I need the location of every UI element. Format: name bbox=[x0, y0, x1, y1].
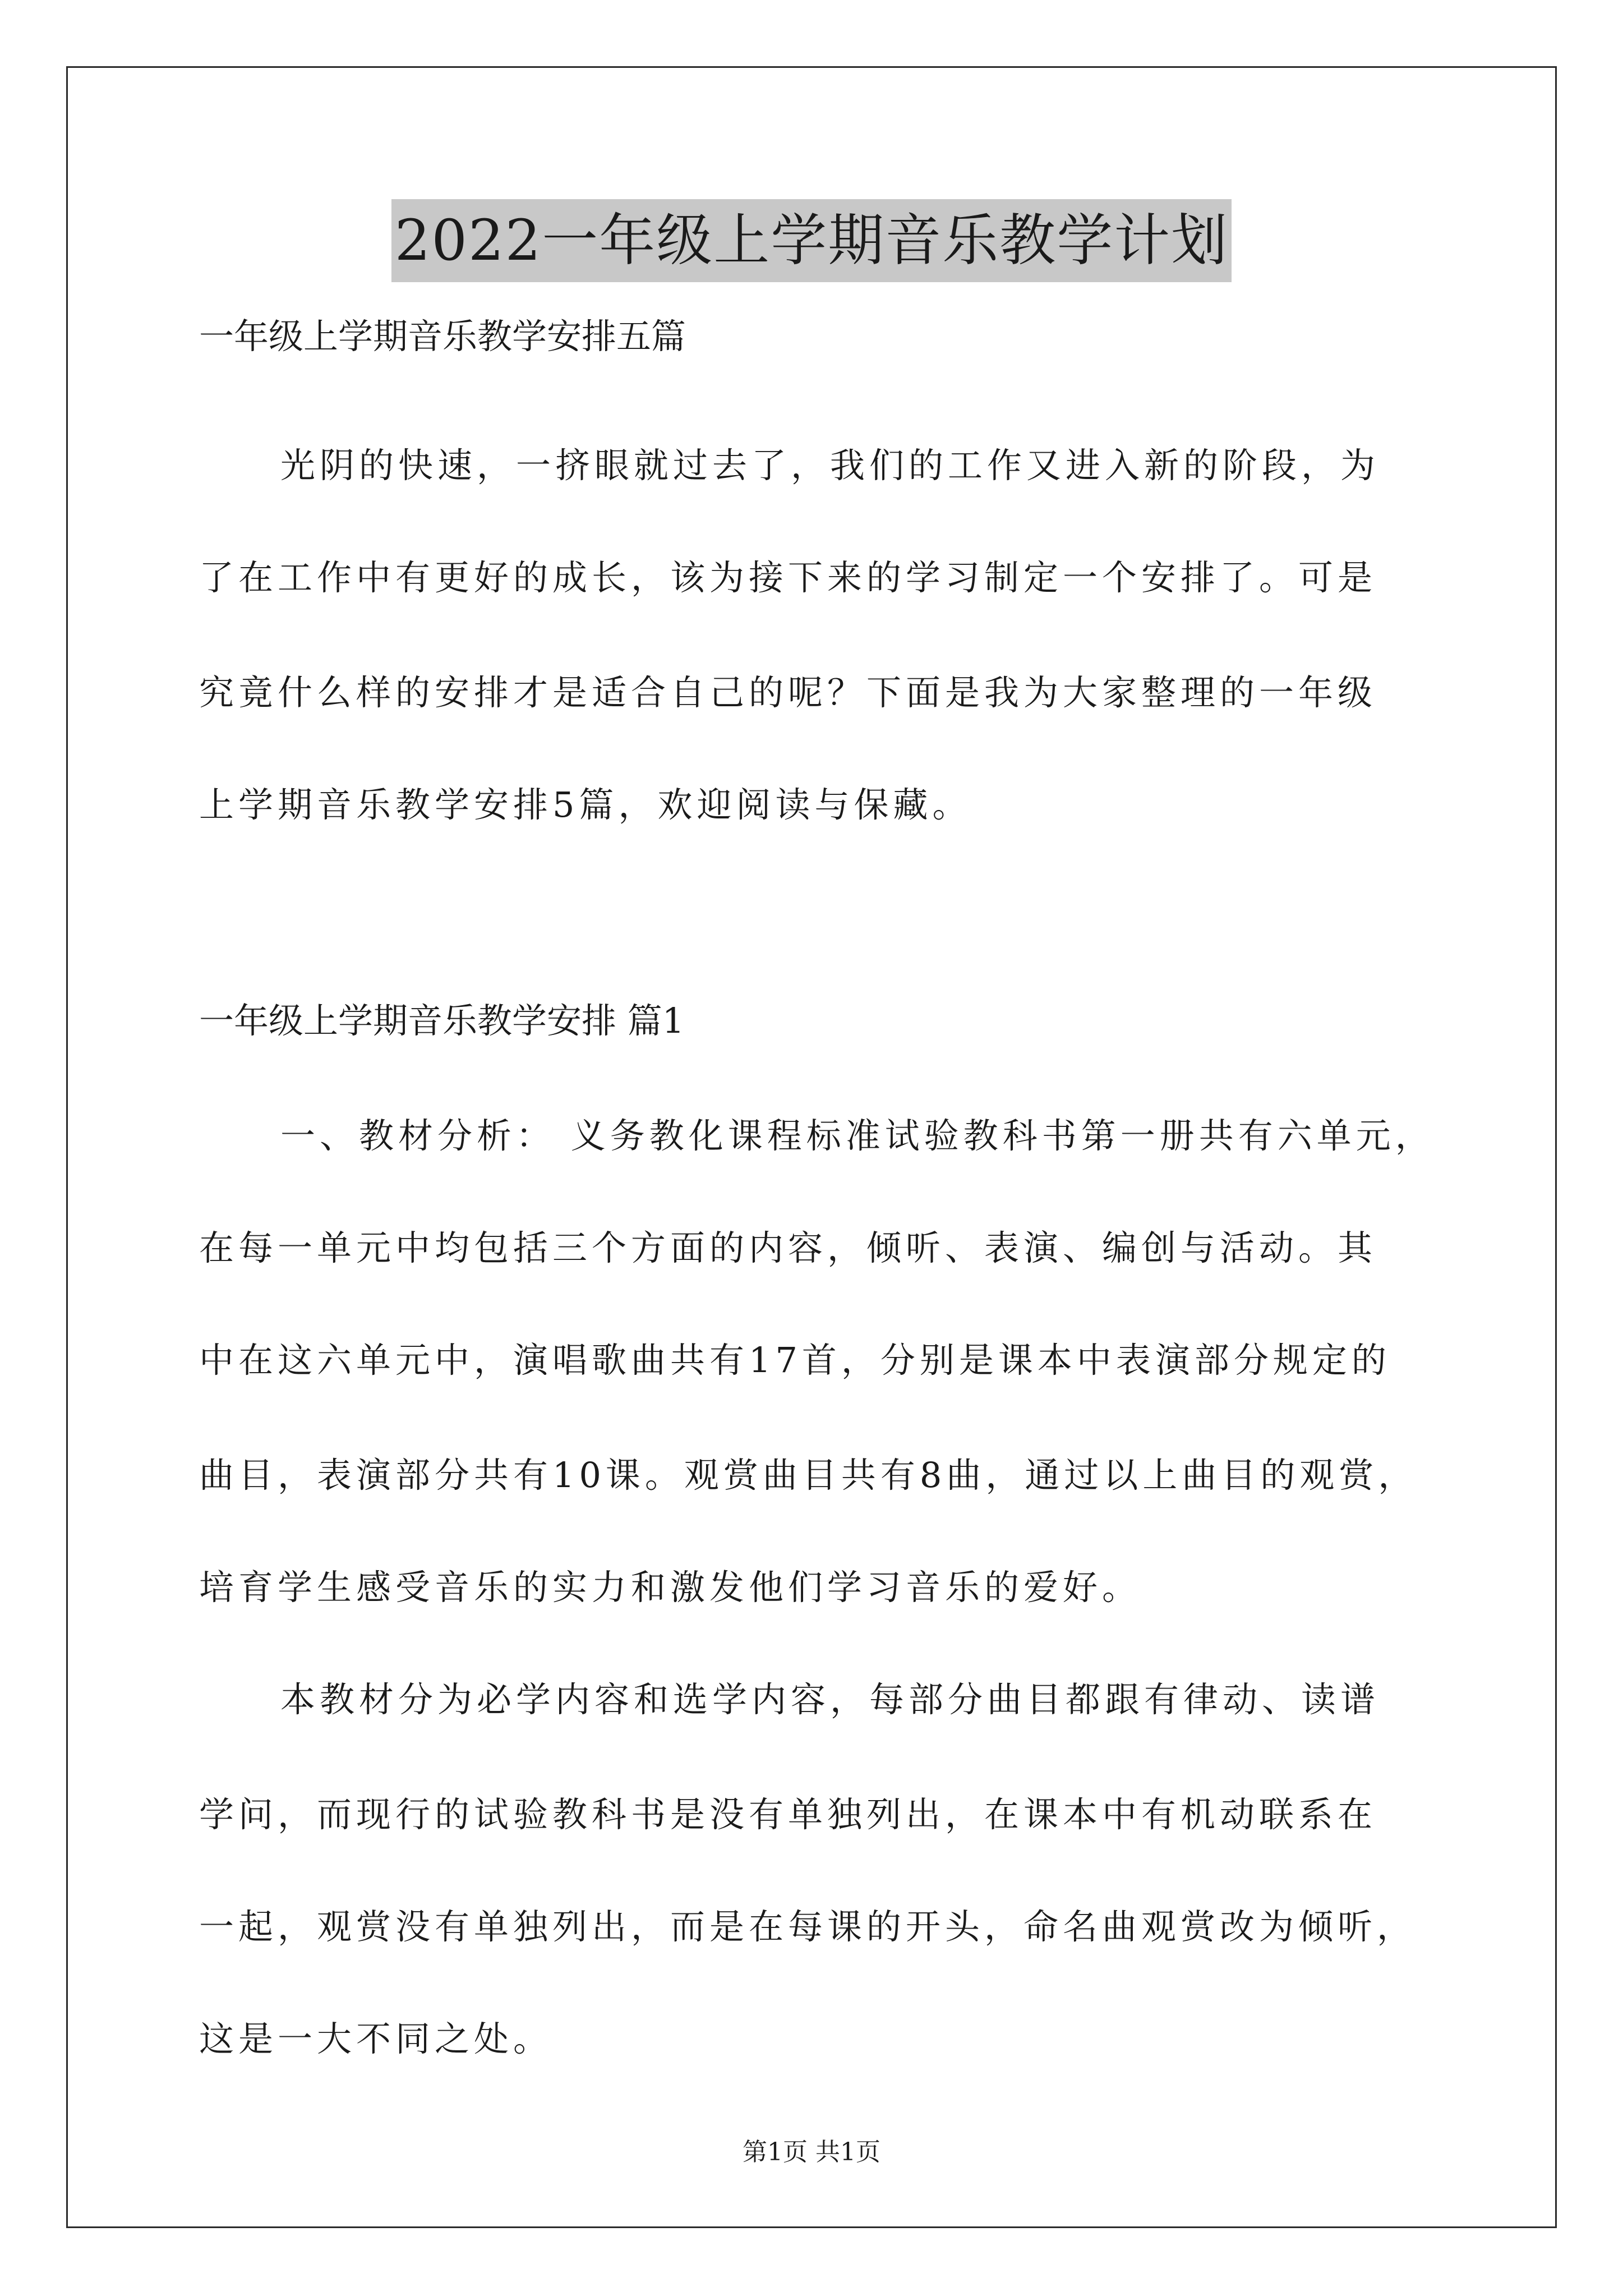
intro-line: 光阴的快速，一挤眼就过去了，我们的工作又进入新的阶段，为 bbox=[280, 445, 1380, 486]
page-footer: 第1页 共1页 bbox=[743, 2138, 880, 2166]
title-container bbox=[0, 199, 1623, 282]
paragraph-line: 这是一大不同之处。 bbox=[199, 2018, 553, 2059]
intro-line: 上学期音乐教学安排5篇，欢迎阅读与保藏。 bbox=[199, 784, 972, 825]
paragraph-line: 中在这六单元中，演唱歌曲共有17首，分别是课本中表演部分规定的 bbox=[199, 1340, 1391, 1381]
intro-line: 究竟什么样的安排才是适合自己的呢？下面是我为大家整理的一年级 bbox=[199, 672, 1377, 713]
paragraph-line: 本教材分为必学内容和选学内容，每部分曲目都跟有律动、读谱 bbox=[280, 1679, 1380, 1720]
intro-line: 了在工作中有更好的成长，该为接下来的学习制定一个安排了。可是 bbox=[199, 557, 1377, 598]
paragraph-line: 学问，而现行的试验教科书是没有单独列出，在课本中有机动联系在 bbox=[199, 1794, 1377, 1835]
paragraph-line: 在每一单元中均包括三个方面的内容，倾听、表演、编创与活动。其 bbox=[199, 1227, 1377, 1268]
paragraph-line: 一、教材分析： 义务教化课程标准试验教科书第一册共有六单元， bbox=[280, 1115, 1435, 1156]
section-heading: 一年级上学期音乐教学安排 篇1 bbox=[199, 1000, 685, 1041]
paragraph-line: 培育学生感受音乐的实力和激发他们学习音乐的爱好。 bbox=[199, 1567, 1142, 1608]
paragraph-line: 一起，观赏没有单独列出，而是在每课的开头，命名曲观赏改为倾听， bbox=[199, 1906, 1417, 1947]
paragraph-line: 曲目，表演部分共有10课。观赏曲目共有8曲，通过以上曲目的观赏， bbox=[199, 1455, 1418, 1496]
document-title: 2022一年级上学期音乐教学计划 bbox=[391, 199, 1232, 282]
document-subtitle: 一年级上学期音乐教学安排五篇 bbox=[199, 316, 686, 357]
